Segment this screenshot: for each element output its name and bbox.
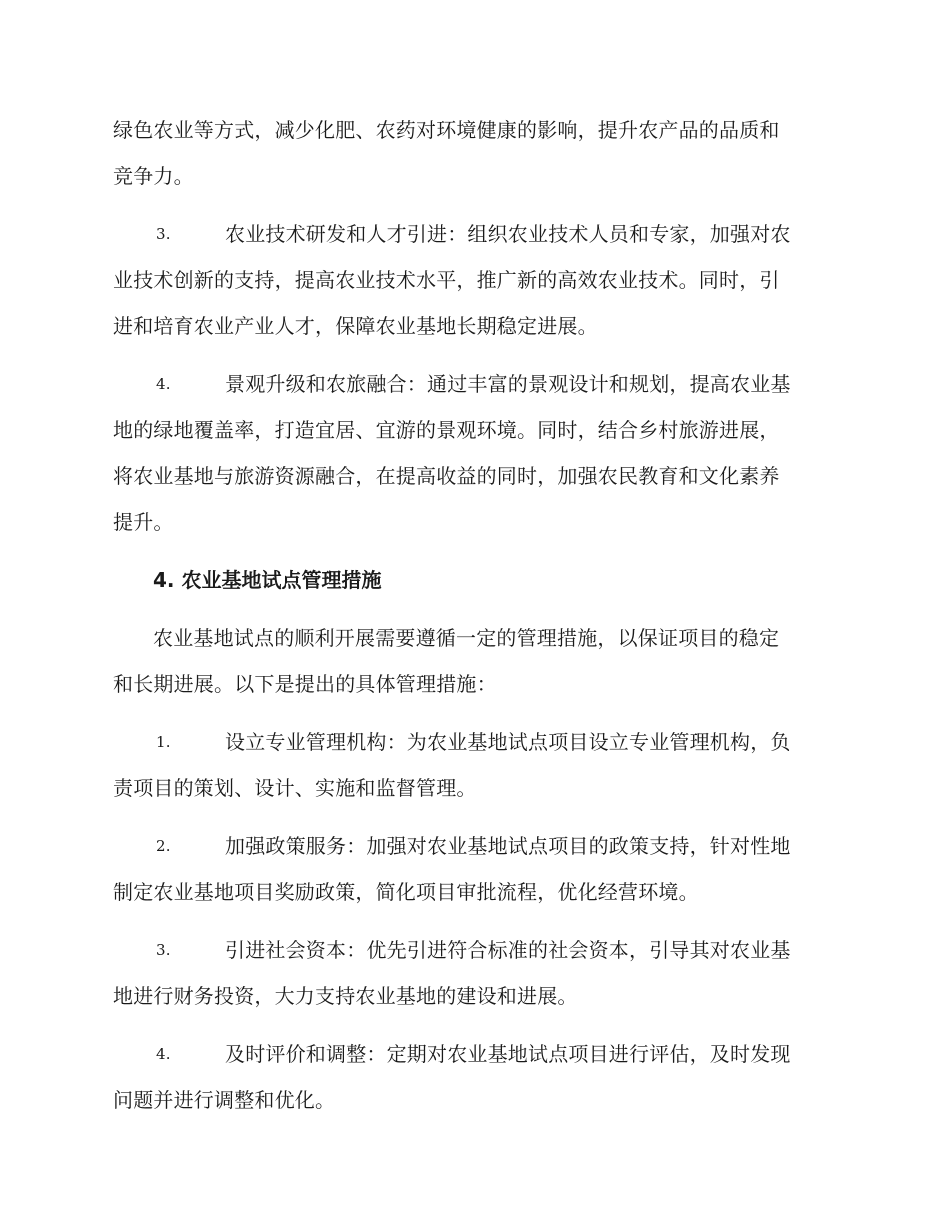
list-item-text: 景观升级和农旅融合：通过丰富的景观设计和规划，提高农业基 [225, 372, 791, 396]
list-item-text: 引进社会资本：优先引进符合标准的社会资本，引导其对农业基 [225, 938, 791, 962]
list-item [113, 361, 835, 545]
paragraph-line: 业技术创新的支持，提高农业技术水平，推广新的高效农业技术。同时，引 [113, 268, 780, 292]
paragraph-line: 将农业基地与旅游资源融合，在提高收益的同时，加强农民教育和文化素养 [113, 464, 780, 488]
document-body [113, 107, 835, 1135]
list-item-number: 4. [156, 1045, 171, 1063]
section-intro-paragraph [113, 615, 835, 707]
paragraph-line: 问题并进行调整和优化。 [113, 1088, 336, 1112]
list-item-number: 1. [156, 733, 171, 751]
list-item-first-line [113, 823, 835, 869]
paragraph-line: 绿色农业等方式，减少化肥、农药对环境健康的影响，提升农产品的品质和 [113, 118, 780, 142]
list-item-first-line [113, 1031, 835, 1077]
list-item-number: 3. [156, 225, 171, 243]
list-item [113, 719, 835, 811]
list-item [113, 211, 835, 349]
list-item-first-line [113, 211, 835, 257]
intro-paragraph [113, 107, 835, 199]
list-item-first-line [113, 927, 835, 973]
paragraph-line: 和长期进展。以下是提出的具体管理措施： [113, 672, 497, 696]
paragraph-line: 提升。 [113, 510, 174, 534]
list-item-text: 农业技术研发和人才引进：组织农业技术人员和专家，加强对农 [225, 222, 791, 246]
paragraph-line: 竞争力。 [113, 164, 194, 188]
paragraph-line: 责项目的策划、设计、实施和监督管理。 [113, 776, 477, 800]
list-item-first-line [113, 361, 835, 407]
list-item [113, 1031, 835, 1123]
list-item-number: 4. [156, 375, 171, 393]
paragraph-line: 地进行财务投资，大力支持农业基地的建设和进展。 [113, 984, 578, 1008]
paragraph-line: 地的绿地覆盖率，打造宜居、宜游的景观环境。同时，结合乡村旅游进展， [113, 418, 780, 442]
paragraph-line: 农业基地试点的顺利开展需要遵循一定的管理措施，以保证项目的稳定 [153, 626, 780, 650]
list-item-first-line [113, 719, 835, 765]
list-item [113, 927, 835, 1019]
list-item-text: 加强政策服务：加强对农业基地试点项目的政策支持，针对性地 [225, 834, 791, 858]
paragraph-line: 进和培育农业产业人才，保障农业基地长期稳定进展。 [113, 314, 598, 338]
list-item [113, 823, 835, 915]
list-item-text: 设立专业管理机构：为农业基地试点项目设立专业管理机构，负 [225, 730, 791, 754]
section-heading: 4. 农业基地试点管理措施 [153, 568, 382, 592]
list-item-text: 及时评价和调整：定期对农业基地试点项目进行评估，及时发现 [225, 1042, 791, 1066]
list-item-number: 2. [156, 837, 171, 855]
list-item-number: 3. [156, 941, 171, 959]
paragraph-line: 制定农业基地项目奖励政策，简化项目审批流程，优化经营环境。 [113, 880, 699, 904]
